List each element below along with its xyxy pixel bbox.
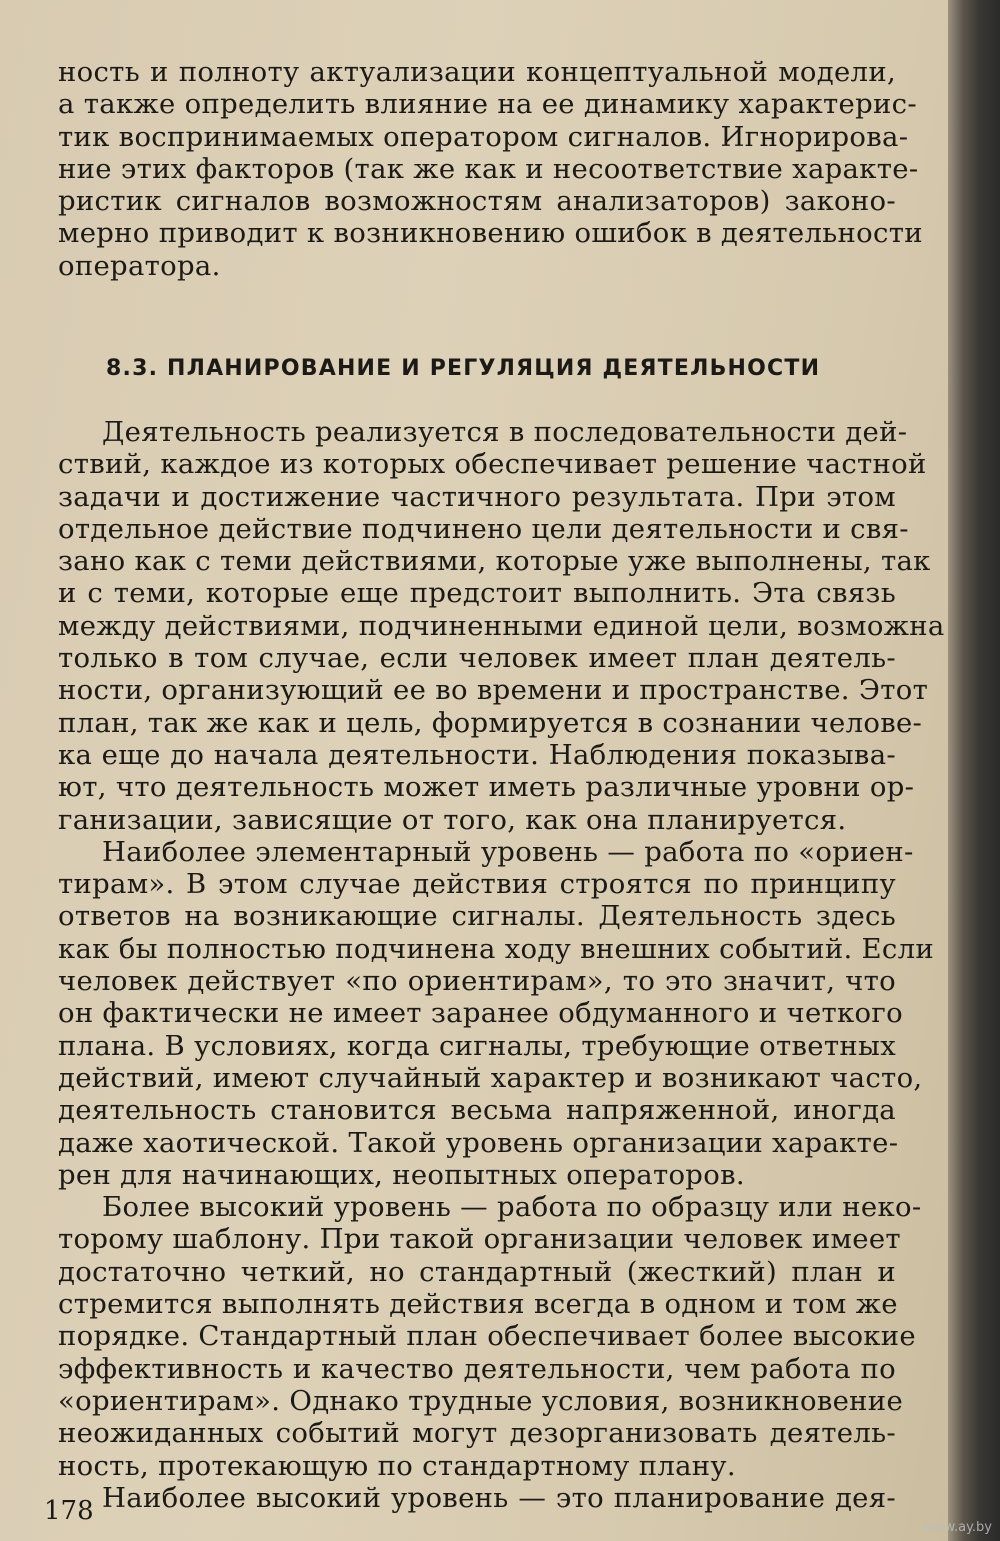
text-line: между действиями, подчиненными единой цели, возможна bbox=[58, 609, 945, 642]
text-line: эффективность и качество деятельности, чем работа по bbox=[58, 1352, 896, 1385]
text-line: оператора. bbox=[58, 249, 221, 282]
watermark: www.ay.by bbox=[923, 1520, 992, 1535]
text-line: ответов на возникающие сигналы. Деятельность здесь bbox=[58, 900, 896, 933]
text-line: тирам». В этом случае действия строятся по принципу bbox=[58, 868, 896, 901]
text-line: ристик сигналов возможностям анализаторов) законо- bbox=[58, 185, 896, 218]
text-line: как бы полностью подчинена ходу внешних событий. Если bbox=[58, 932, 935, 965]
paragraph-1 bbox=[58, 416, 945, 1514]
page-number: 178 bbox=[44, 1496, 94, 1526]
text-line: стремится выполнять действия всегда в одном и том же bbox=[58, 1288, 898, 1321]
section-heading: 8.3. ПЛАНИРОВАНИЕ И РЕГУЛЯЦИЯ ДЕЯТЕЛЬНОСТИ bbox=[106, 356, 821, 381]
text-line: план, так же как и цель, формируется в сознании челове- bbox=[58, 706, 923, 739]
text-line: ние этих факторов (так же как и несоответствие характе- bbox=[58, 152, 919, 185]
text-line: Наиболее высокий уровень — это планирование дея- bbox=[102, 1481, 896, 1514]
text-line: ность, протекающую по стандартному плану. bbox=[58, 1449, 736, 1482]
text-line: ганизации, зависящие от того, как она планируется. bbox=[58, 803, 847, 836]
text-line: неожиданных событий могут дезорганизовать деятель- bbox=[58, 1417, 896, 1450]
text-line: ности, организующий ее во времени и пространстве. Этот bbox=[58, 674, 929, 707]
text-line: он фактически не имеет заранее обдуманного и четкого bbox=[58, 997, 903, 1030]
text-line: порядке. Стандартный план обеспечивает более высокие bbox=[58, 1320, 916, 1353]
text-line: задачи и достижение частичного результата. При этом bbox=[58, 480, 896, 513]
text-line: ность и полноту актуализации концептуальной модели, bbox=[58, 56, 896, 88]
text-line: мерно приводит к возникновению ошибок в деятельности bbox=[58, 217, 923, 250]
text-line: ка еще до начала деятельности. Наблюдения показыва- bbox=[58, 738, 896, 771]
text-line: даже хаотической. Такой уровень организации характе- bbox=[58, 1126, 899, 1159]
text-line: торому шаблону. При такой организации человек имеет bbox=[58, 1223, 901, 1256]
text-line: а также определить влияние на ее динамику характерис- bbox=[58, 88, 917, 121]
text-line: зано как с теми действиями, которые уже выполнены, так bbox=[58, 545, 931, 578]
text-line: деятельность становится весьма напряженной, иногда bbox=[58, 1094, 896, 1127]
continued-paragraph bbox=[58, 56, 923, 282]
text-line: отдельное действие подчинено цели деятельности и свя- bbox=[58, 512, 909, 545]
text-line: Более высокий уровень — работа по образцу или неко- bbox=[102, 1191, 922, 1224]
text-line: рен для начинающих, неопытных операторов. bbox=[58, 1158, 745, 1191]
text-line: только в том случае, если человек имеет план деятель- bbox=[58, 642, 896, 675]
text-line: «ориентирам». Однако трудные условия, возникновение bbox=[58, 1384, 904, 1417]
text-line: человек действует «по ориентирам», то это значит, что bbox=[58, 965, 896, 998]
text-line: тик воспринимаемых оператором сигналов. Игнорирова- bbox=[58, 120, 909, 153]
text-line: ствий, каждое из которых обеспечивает решение частной bbox=[58, 448, 927, 481]
text-line: и с теми, которые еще предстоит выполнить. Эта связь bbox=[58, 577, 896, 610]
text-line: Наиболее элементарный уровень — работа по «ориен- bbox=[102, 835, 914, 868]
text-line: достаточно четкий, но стандартный (жесткий) план и bbox=[58, 1255, 896, 1288]
text-line: ют, что деятельность может иметь различные уровни ор- bbox=[58, 771, 915, 804]
book-spine-shadow bbox=[948, 0, 1000, 1541]
text-line: действий, имеют случайный характер и возникают часто, bbox=[58, 1061, 923, 1094]
text-line: плана. В условиях, когда сигналы, требующие ответных bbox=[58, 1029, 896, 1062]
text-line: Деятельность реализуется в последовательности дей- bbox=[102, 416, 908, 448]
